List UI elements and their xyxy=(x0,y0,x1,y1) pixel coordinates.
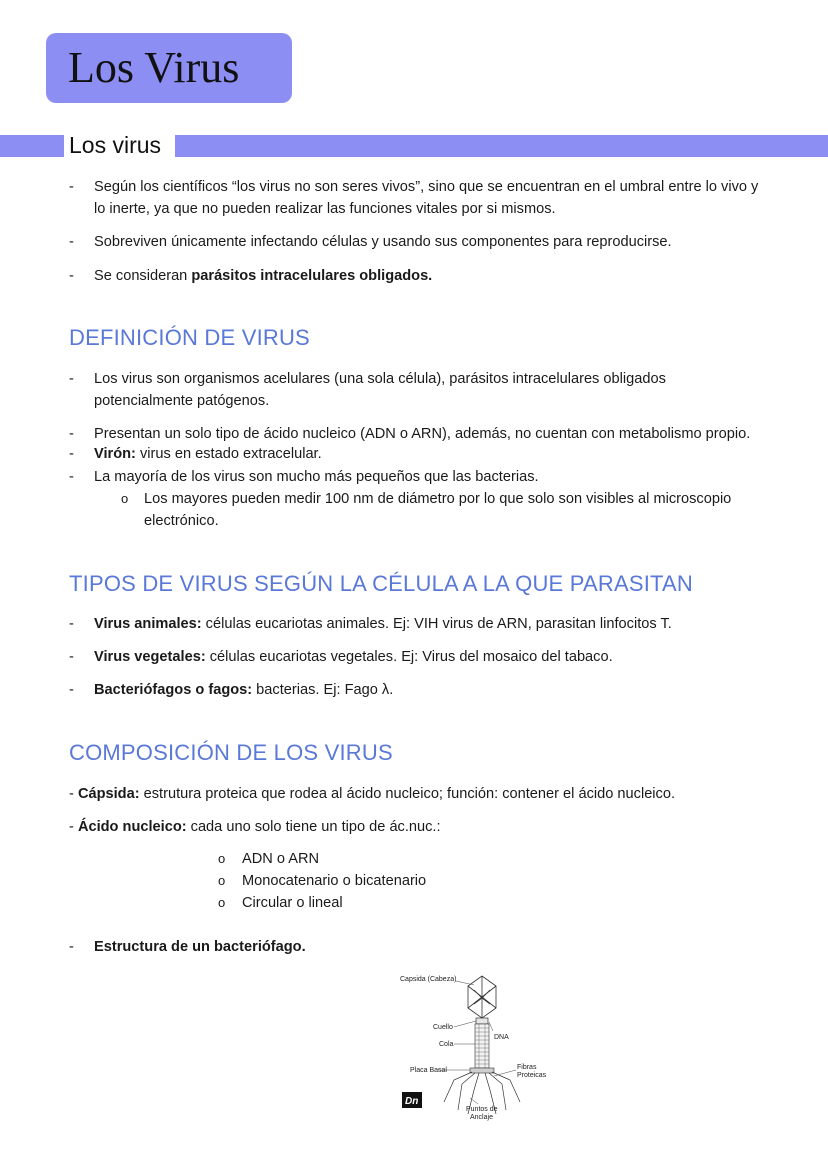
comp-sub-item-2: Monocatenario o bicatenario xyxy=(242,873,427,889)
bullet-circle: o xyxy=(121,491,129,506)
comp-dash: - xyxy=(69,819,74,835)
bullet-dash: - xyxy=(69,682,74,698)
comp-dash: - xyxy=(69,786,74,802)
page-title: Los Virus xyxy=(68,43,240,92)
heading-composicion: COMPOSICIÓN DE LOS VIRUS xyxy=(69,740,393,765)
bullet-dash: - xyxy=(69,371,74,387)
bullet-dash: - xyxy=(69,179,74,195)
tipos-bullet-1-text: células eucariotas animales. Ej: VIH virus de ARN, parasitan linfocitos T. xyxy=(201,616,672,632)
bacteriophage-diagram xyxy=(396,968,556,1128)
bullet-dash: - xyxy=(69,268,74,284)
bullet-circle: o xyxy=(218,851,226,866)
comp-acido xyxy=(69,816,441,838)
bullet-dash: - xyxy=(69,426,74,442)
def-bullet-3-text: virus en estado extracelular. xyxy=(135,446,322,462)
tipos-bullet-3-text: bacterias. Ej: Fago λ. xyxy=(252,682,394,698)
def-bullet-4: La mayoría de los virus son mucho más pequeños que las bacterias. xyxy=(94,469,539,485)
bullet-dash: - xyxy=(69,649,74,665)
label-dna: DNA xyxy=(494,1034,509,1041)
intro-bullet-2: Sobreviven únicamente infectando células y usando sus componentes para reproducirse. xyxy=(94,234,672,250)
comp-capsida-bold: Cápsida: xyxy=(77,786,140,802)
comp-capsida-text: estrutura proteica que rodea al ácido nucleico; función: contener el ácido nucleico. xyxy=(139,786,676,802)
bullet-circle: o xyxy=(218,895,226,910)
section-bar xyxy=(0,132,828,159)
tipos-bullet-3-bold: Bacteriófagos o fagos: xyxy=(94,682,253,698)
comp-acido-bold: Ácido nucleico: xyxy=(77,819,187,835)
comp-estructura-bold: Estructura de un bacteriófago. xyxy=(94,939,306,955)
tipos-bullet-1-bold: Virus animales: xyxy=(94,616,202,632)
intro-bullet-3-text: Se consideran xyxy=(94,268,192,284)
section-title: Los virus xyxy=(69,132,162,158)
tipos-bullet-2 xyxy=(94,646,613,668)
label-fibras-2: Proteicas xyxy=(517,1072,547,1079)
comp-sub-item-1: ADN o ARN xyxy=(242,851,320,867)
bullet-dash: - xyxy=(69,234,74,250)
def-bullet-3-bold: Virón: xyxy=(94,446,136,462)
def-bullet-2: Presentan un solo tipo de ácido nucleico (ADN o ARN), además, no cuentan con metabolismo propio. xyxy=(94,426,751,442)
capsid-head xyxy=(468,976,496,1018)
intro-bullet-3 xyxy=(94,265,432,287)
bullet-dash: - xyxy=(69,469,74,485)
bullet-dash: - xyxy=(69,939,74,955)
section-bar-right xyxy=(175,135,828,157)
tipos-bullet-1 xyxy=(94,613,672,635)
title-box xyxy=(46,33,292,103)
figure-logo-text: Dn xyxy=(405,1096,419,1107)
base-plate xyxy=(470,1068,494,1073)
bullet-circle: o xyxy=(218,873,226,888)
label-puntos-2: Anclaje xyxy=(470,1114,493,1121)
def-bullet-1-line-1: Los virus son organismos acelulares (una sola célula), parásitos intracelulares obligados xyxy=(94,371,666,387)
collar xyxy=(476,1018,488,1024)
label-cuello: Cuello xyxy=(433,1024,453,1031)
label-placa: Placa Basal xyxy=(410,1067,447,1074)
def-bullet-1-line-2: potencialmente patógenos. xyxy=(94,393,270,409)
tipos-bullet-3 xyxy=(94,679,393,701)
comp-acido-text: cada uno solo tiene un tipo de ác.nuc.: xyxy=(186,819,441,835)
label-fibras-1: Fibras xyxy=(517,1064,537,1071)
bullet-dash: - xyxy=(69,446,74,462)
def-bullet-3 xyxy=(94,443,322,465)
tail xyxy=(475,1024,489,1068)
tipos-bullet-2-bold: Virus vegetales: xyxy=(94,649,206,665)
section-bar-left xyxy=(0,135,64,157)
intro-bullet-1-line-1: Según los científicos “los virus no son seres vivos”, sino que se encuentran en el umbral entre lo vivo y xyxy=(94,179,759,195)
intro-bullet-3-bold: parásitos intracelulares obligados. xyxy=(191,268,433,284)
def-sub-line-1: Los mayores pueden medir 100 nm de diámetro por lo que solo son visibles al microscopio xyxy=(144,491,732,507)
def-sub-line-2: electrónico. xyxy=(144,513,219,529)
comp-capsida xyxy=(69,783,675,805)
label-puntos-1: Puntos de xyxy=(466,1106,498,1113)
label-capsida: Capsida (Cabeza) xyxy=(400,976,457,983)
intro-bullet-1-line-2: lo inerte, ya que no pueden realizar las funciones vitales por si mismos. xyxy=(94,201,556,217)
heading-tipos: TIPOS DE VIRUS SEGÚN LA CÉLULA A LA QUE PARASITAN xyxy=(69,571,693,596)
label-cola: Cola xyxy=(439,1041,454,1048)
heading-definicion: DEFINICIÓN DE VIRUS xyxy=(69,325,310,350)
bullet-dash: - xyxy=(69,616,74,632)
tipos-bullet-2-text: células eucariotas vegetales. Ej: Virus del mosaico del tabaco. xyxy=(205,649,613,665)
comp-sub-item-3: Circular o lineal xyxy=(242,895,343,911)
comp-estructura xyxy=(94,936,306,958)
